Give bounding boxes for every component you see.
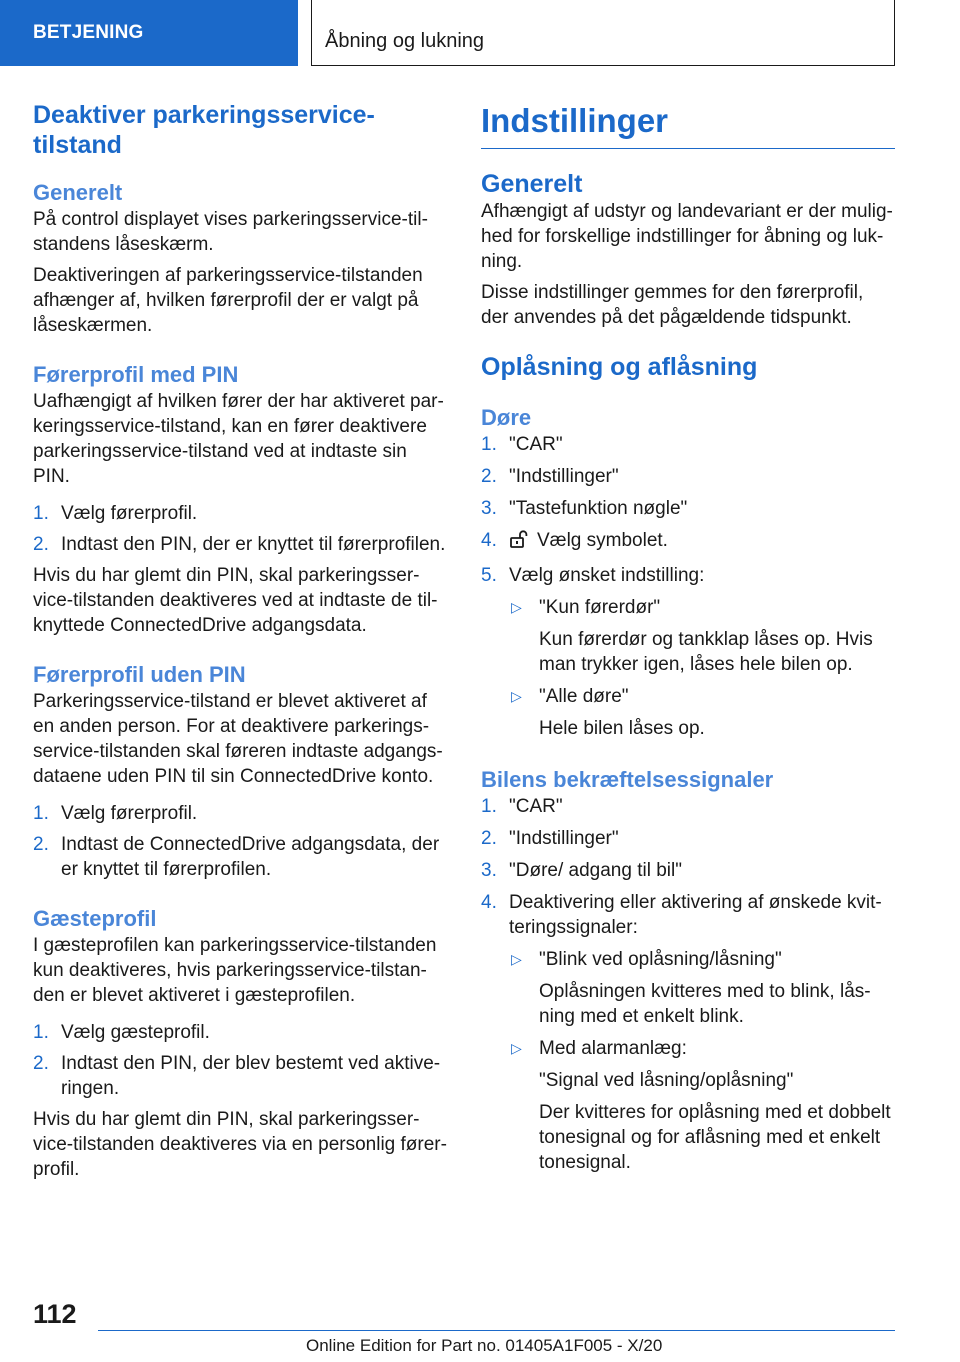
heading-gaesteprofil: Gæsteprofil — [33, 906, 157, 931]
list-item: ▷ Med alarmanlæg: "Signal ved låsning/oplåsning" Der kvitteres for oplåsning med et dobbelt tonesignal og for aflåsning med et enkelt tonesignal. — [511, 1038, 891, 1173]
paragraph: På control displayet vises parkeringsservice-til-standens låseskærm. — [33, 209, 428, 255]
section-title: Deaktiver parkeringsservice-tilstand — [33, 101, 375, 159]
list-item: 2. Indtast den PIN, der blev bestemt ved aktive-ringen. — [33, 1053, 441, 1099]
triangle-bullet-icon: ▷ — [511, 951, 522, 967]
paragraph: I gæsteprofilen kan parkeringsservice-tilstanden kun deaktiveres, hvis parkeringsservice-tilstan-den er blevet aktiveret i gæsteprofilen. — [33, 935, 437, 1006]
list-item: 3. "Døre/ adgang til bil" — [481, 860, 682, 881]
paragraph: Deaktiveringen af parkeringsservice-tilstanden afhænger af, hvilken førerprofil der er valgt på låseskærmen. — [33, 265, 423, 336]
list-item: 5. Vælg ønsket indstilling: ▷ "Kun førerdør" Kun førerdør og tankklap låses op. Hvis man trykker igen, låses hele bilen op. ▷ "Alle døre" Hele bilen låses op. — [481, 563, 895, 741]
footer-divider — [98, 1330, 895, 1331]
list-item: 1. Vælg førerprofil. — [33, 803, 198, 824]
list-item: 2. "Indstillinger" — [481, 828, 619, 849]
heading-oplaasning: Oplåsning og aflåsning — [481, 353, 758, 381]
paragraph: Disse indstillinger gemmes for den førerprofil, der anvendes på det pågældende tidspunkt. — [481, 282, 864, 328]
footer-edition: Online Edition for Part no. 01405A1F005 - X/20 — [306, 1336, 663, 1355]
list-item: 2. "Indstillinger" — [481, 466, 619, 487]
list-item: 1. Vælg gæsteprofil. — [33, 1022, 210, 1043]
list-item: 4. Vælg symbolet. — [481, 528, 895, 556]
paragraph: Hvis du har glemt din PIN, skal parkeringsser-vice-tilstanden deaktiveres ved at indtaste de til-knyttede ConnectedDrive adgangsdata. — [33, 565, 438, 636]
option-list — [509, 595, 895, 741]
paragraph: Parkeringsservice-tilstand er blevet aktiveret af en anden person. For at deaktivere parkerings-service-tilstanden skal føreren indtaste adgangs-dataene uden PIN til sin ConnectedDrive konto. — [33, 691, 443, 787]
triangle-bullet-icon: ▷ — [511, 599, 522, 615]
chapter-title: Åbning og lukning — [311, 0, 895, 66]
list-item: ▷ "Alle døre" Hele bilen låses op. — [511, 686, 705, 739]
list-item: 1. Vælg førerprofil. — [33, 503, 198, 524]
heading-med-pin: Førerprofil med PIN — [33, 362, 239, 387]
section-title: Indstillinger — [481, 98, 895, 149]
heading-doere: Døre — [481, 405, 532, 430]
list-item: ▷ "Kun førerdør" Kun førerdør og tankklap låses op. Hvis man trykker igen, låses hele bilen op. — [511, 597, 873, 675]
heading-uden-pin: Førerprofil uden PIN — [33, 662, 246, 687]
heading-generelt: Generelt — [33, 180, 123, 205]
page-number: 112 — [33, 1299, 77, 1329]
heading-generelt: Generelt — [481, 170, 583, 198]
paragraph: Uafhængigt af hvilken fører der har aktiveret par-keringsservice-tilstand, kan en fører deaktivere parkeringsservice-tilstand ved at indtaste sin PIN. — [33, 391, 444, 487]
step-list — [481, 794, 895, 1175]
paragraph: Afhængigt af udstyr og landevariant er der mulig-hed for forskellige indstillinger for åbning og luk-ning. — [481, 201, 893, 272]
step-list — [481, 432, 895, 741]
left-column — [33, 100, 448, 1182]
unlock-icon — [509, 529, 531, 556]
list-item: 4. Deaktivering eller aktivering af ønskede kvit-teringssignaler: ▷ "Blink ved oplåsning/låsning" Oplåsningen kvitteres med to blink, lås-ning med et enkelt blink. ▷ Med alarmanlæg: "Signal ved låsning/oplåsning" Der kvitteres for oplåsning med et dobbelt tonesignal og for aflåsning med et enkelt tonesignal. — [481, 890, 895, 1175]
right-column — [481, 98, 895, 1175]
step-list — [33, 1020, 448, 1101]
list-item: 2. Indtast de ConnectedDrive adgangsdata, der er knyttet til førerprofilen. — [33, 834, 440, 880]
triangle-bullet-icon: ▷ — [511, 688, 522, 704]
paragraph: Hvis du har glemt din PIN, skal parkeringsser-vice-tilstanden deaktiveres via en personlig fører-profil. — [33, 1109, 447, 1180]
list-item: 1. "CAR" — [481, 434, 563, 455]
option-list — [509, 947, 895, 1175]
step-list — [33, 801, 448, 882]
step-list — [33, 501, 448, 557]
list-item: ▷ "Blink ved oplåsning/låsning" Oplåsningen kvitteres med to blink, lås-ning med et enkelt blink. — [511, 949, 871, 1027]
heading-bekraeftelsessignaler: Bilens bekræftelsessignaler — [481, 767, 774, 792]
list-item: 2. Indtast den PIN, der er knyttet til førerprofilen. — [33, 534, 446, 555]
triangle-bullet-icon: ▷ — [511, 1040, 522, 1056]
list-item: 1. "CAR" — [481, 796, 563, 817]
section-tab: BETJENING — [0, 0, 298, 66]
list-item: 3. "Tastefunktion nøgle" — [481, 498, 688, 519]
